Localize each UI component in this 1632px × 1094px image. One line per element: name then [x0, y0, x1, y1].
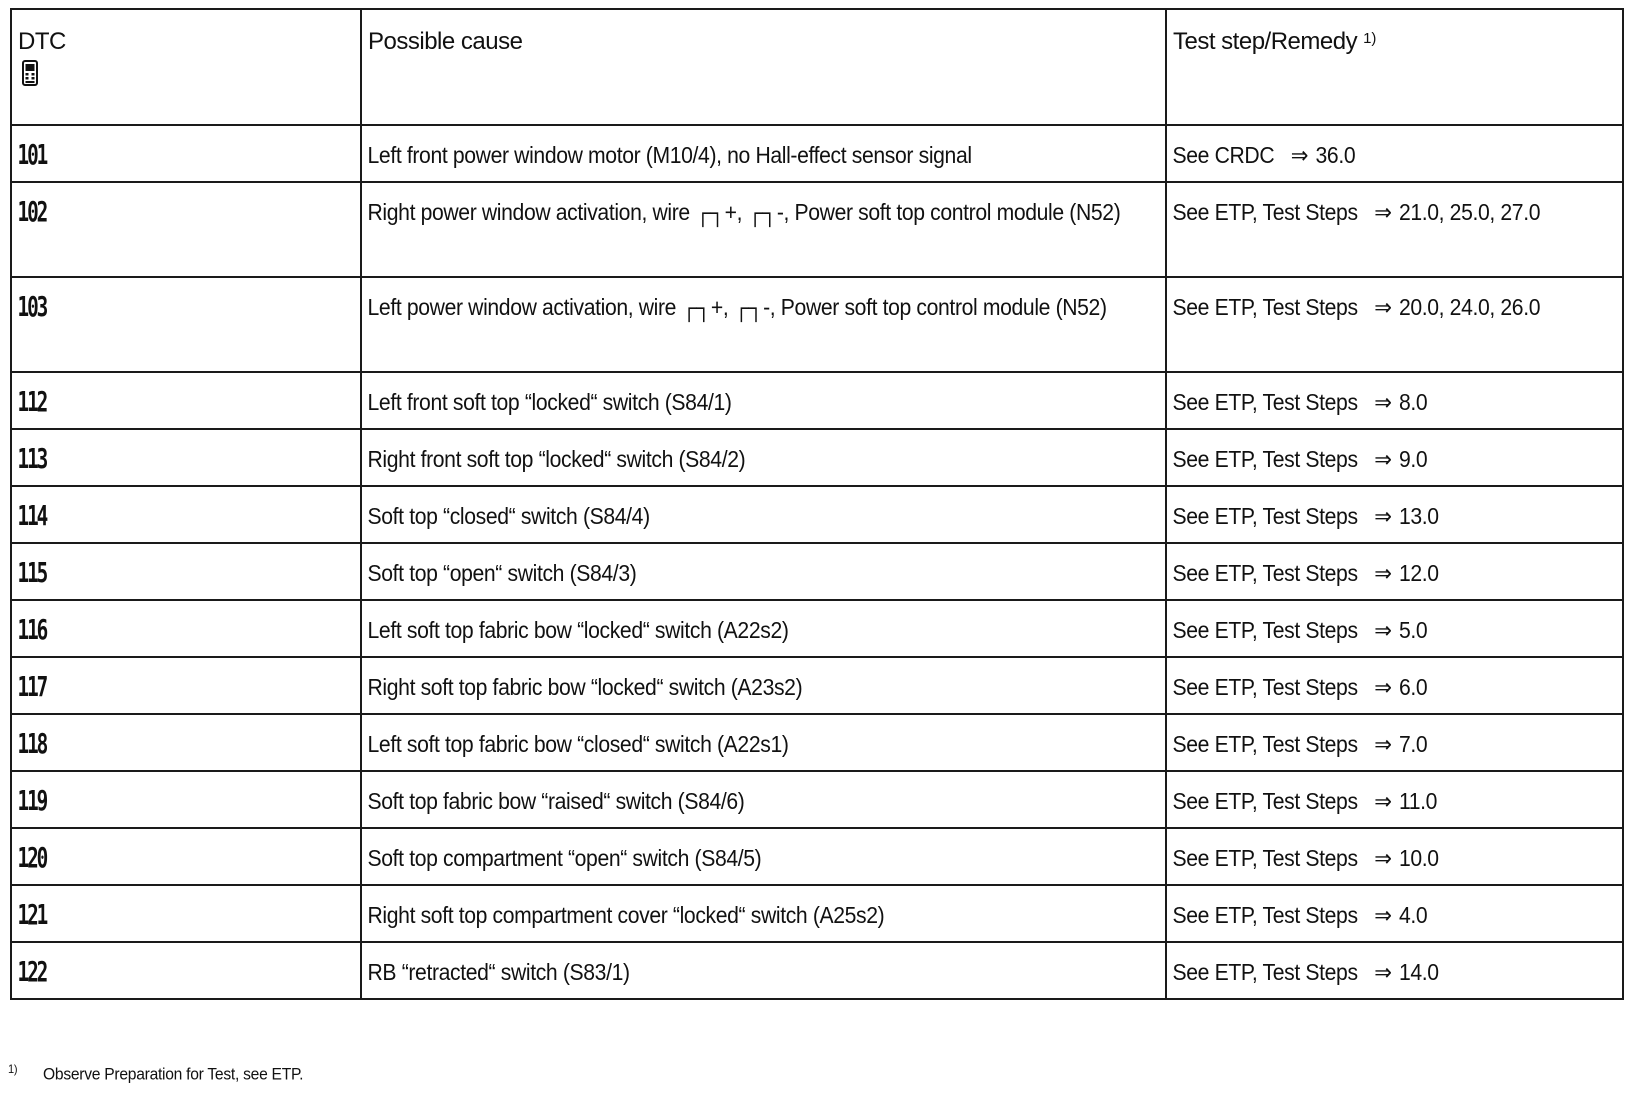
remedy-steps: 36.0: [1315, 142, 1356, 168]
possible-cause: Left front soft top “locked“ switch (S84/1): [367, 389, 732, 415]
dtc-code: 102: [17, 195, 47, 228]
remedy-steps: 14.0: [1398, 959, 1439, 985]
footnote: [8, 1062, 303, 1085]
possible-cause: Left front power window motor (M10/4), no Hall-effect sensor signal: [367, 142, 972, 168]
possible-cause: RB “retracted“ switch (S83/1): [367, 959, 630, 985]
test-step-remedy: [1167, 373, 1586, 421]
header-remedy-footnote-mark: 1): [1363, 29, 1377, 47]
test-step-remedy: [1167, 487, 1586, 535]
test-step-remedy: [1167, 544, 1586, 592]
arrow-right-icon: ⇒: [1374, 503, 1392, 529]
remedy-steps: 7.0: [1398, 731, 1428, 757]
header-cause-cell: [361, 9, 1166, 125]
remedy-steps: 21.0, 25.0, 27.0: [1398, 199, 1541, 225]
remedy-text: See ETP, Test Steps: [1172, 959, 1358, 985]
possible-cause: Right soft top compartment cover “locked“ switch (A25s2): [367, 902, 885, 928]
remedy-steps: 8.0: [1398, 389, 1428, 415]
remedy-steps: 20.0, 24.0, 26.0: [1398, 294, 1541, 320]
dtc-code: 119: [17, 784, 47, 817]
dtc-code: 115: [17, 556, 47, 589]
remedy-text: See CRDC: [1172, 142, 1275, 168]
arrow-right-icon: ⇒: [1374, 731, 1392, 757]
dtc-code: 101: [17, 138, 47, 171]
table-row: [11, 885, 1623, 942]
remedy-text: See ETP, Test Steps: [1172, 389, 1358, 415]
arrow-right-icon: ⇒: [1374, 617, 1392, 643]
header-remedy-cell: [1166, 9, 1623, 125]
possible-cause: Right power window activation, wire ┌┐+, ┌┐-, Power soft top control module (N52): [367, 199, 1121, 225]
arrow-right-icon: ⇒: [1374, 902, 1392, 928]
possible-cause: Soft top fabric bow “raised“ switch (S84/6): [367, 788, 745, 814]
test-step-remedy: [1167, 430, 1586, 478]
dtc-code: 117: [17, 670, 47, 703]
arrow-right-icon: ⇒: [1374, 446, 1392, 472]
remedy-text: See ETP, Test Steps: [1172, 503, 1358, 529]
possible-cause: Left soft top fabric bow “closed“ switch (A22s1): [367, 731, 789, 757]
arrow-right-icon: ⇒: [1374, 199, 1392, 225]
header-remedy-label: Test step/Remedy: [1173, 28, 1358, 55]
remedy-steps: 6.0: [1398, 674, 1428, 700]
dtc-code: 122: [17, 955, 47, 988]
dtc-code: 118: [17, 727, 47, 760]
table-header-row: [11, 9, 1623, 125]
remedy-text: See ETP, Test Steps: [1172, 674, 1358, 700]
dtc-code: 121: [17, 898, 47, 931]
dtc-code: 116: [17, 613, 47, 646]
footnote-mark: 1): [8, 1062, 18, 1076]
dtc-code: 113: [17, 442, 47, 475]
test-step-remedy: [1167, 943, 1586, 991]
table-row: [11, 771, 1623, 828]
possible-cause: Left power window activation, wire ┌┐+, ┌┐-, Power soft top control module (N52): [367, 294, 1107, 320]
remedy-text: See ETP, Test Steps: [1172, 446, 1358, 472]
arrow-right-icon: ⇒: [1374, 560, 1392, 586]
test-step-remedy: [1167, 126, 1586, 174]
remedy-text: See ETP, Test Steps: [1172, 617, 1358, 643]
table-row: [11, 372, 1623, 429]
remedy-text: See ETP, Test Steps: [1172, 560, 1358, 586]
remedy-text: See ETP, Test Steps: [1172, 788, 1358, 814]
table-row: [11, 657, 1623, 714]
possible-cause: Left soft top fabric bow “locked“ switch (A22s2): [367, 617, 789, 643]
dtc-code: 114: [17, 499, 47, 532]
test-step-remedy: [1167, 772, 1586, 820]
table-row: [11, 486, 1623, 543]
remedy-text: See ETP, Test Steps: [1172, 294, 1358, 320]
header-dtc-cell: [11, 9, 361, 125]
possible-cause: Right front soft top “locked“ switch (S84/2): [367, 446, 746, 472]
test-step-remedy: [1167, 658, 1586, 706]
table-row: [11, 714, 1623, 771]
arrow-right-icon: ⇒: [1374, 959, 1392, 985]
table-row: [11, 125, 1623, 182]
header-cause-label: Possible cause: [368, 28, 523, 55]
table-row: [11, 543, 1623, 600]
arrow-right-icon: ⇒: [1374, 294, 1392, 320]
arrow-right-icon: ⇒: [1374, 389, 1392, 415]
arrow-right-icon: ⇒: [1374, 674, 1392, 700]
tester-device-icon: [22, 60, 38, 86]
possible-cause: Soft top “closed“ switch (S84/4): [367, 503, 650, 529]
header-dtc-label: DTC: [18, 28, 66, 55]
remedy-steps: 11.0: [1398, 788, 1438, 814]
remedy-text: See ETP, Test Steps: [1172, 845, 1358, 871]
remedy-steps: 9.0: [1398, 446, 1428, 472]
test-step-remedy: [1167, 829, 1586, 877]
table-row: [11, 828, 1623, 885]
table-row: [11, 277, 1623, 372]
dtc-code: 120: [17, 841, 47, 874]
table-row: [11, 942, 1623, 999]
arrow-right-icon: ⇒: [1374, 788, 1392, 814]
remedy-steps: 12.0: [1398, 560, 1439, 586]
footnote-text: Observe Preparation for Test, see ETP.: [43, 1064, 304, 1084]
arrow-right-icon: ⇒: [1290, 142, 1309, 168]
test-step-remedy: [1167, 278, 1586, 326]
possible-cause: Soft top “open“ switch (S84/3): [367, 560, 637, 586]
test-step-remedy: [1167, 601, 1586, 649]
dtc-table: [10, 8, 1624, 1000]
table-row: [11, 429, 1623, 486]
remedy-steps: 10.0: [1398, 845, 1439, 871]
arrow-right-icon: ⇒: [1374, 845, 1392, 871]
remedy-steps: 5.0: [1398, 617, 1428, 643]
table-row: [11, 600, 1623, 657]
remedy-text: See ETP, Test Steps: [1172, 199, 1358, 225]
remedy-steps: 13.0: [1398, 503, 1439, 529]
test-step-remedy: [1167, 715, 1586, 763]
dtc-code: 103: [17, 290, 47, 323]
test-step-remedy: [1167, 886, 1586, 934]
remedy-text: See ETP, Test Steps: [1172, 902, 1358, 928]
dtc-code: 112: [17, 385, 47, 418]
test-step-remedy: [1167, 183, 1586, 231]
remedy-text: See ETP, Test Steps: [1172, 731, 1358, 757]
possible-cause: Right soft top fabric bow “locked“ switch (A23s2): [367, 674, 803, 700]
possible-cause: Soft top compartment “open“ switch (S84/5): [367, 845, 762, 871]
remedy-steps: 4.0: [1398, 902, 1428, 928]
table-row: [11, 182, 1623, 277]
